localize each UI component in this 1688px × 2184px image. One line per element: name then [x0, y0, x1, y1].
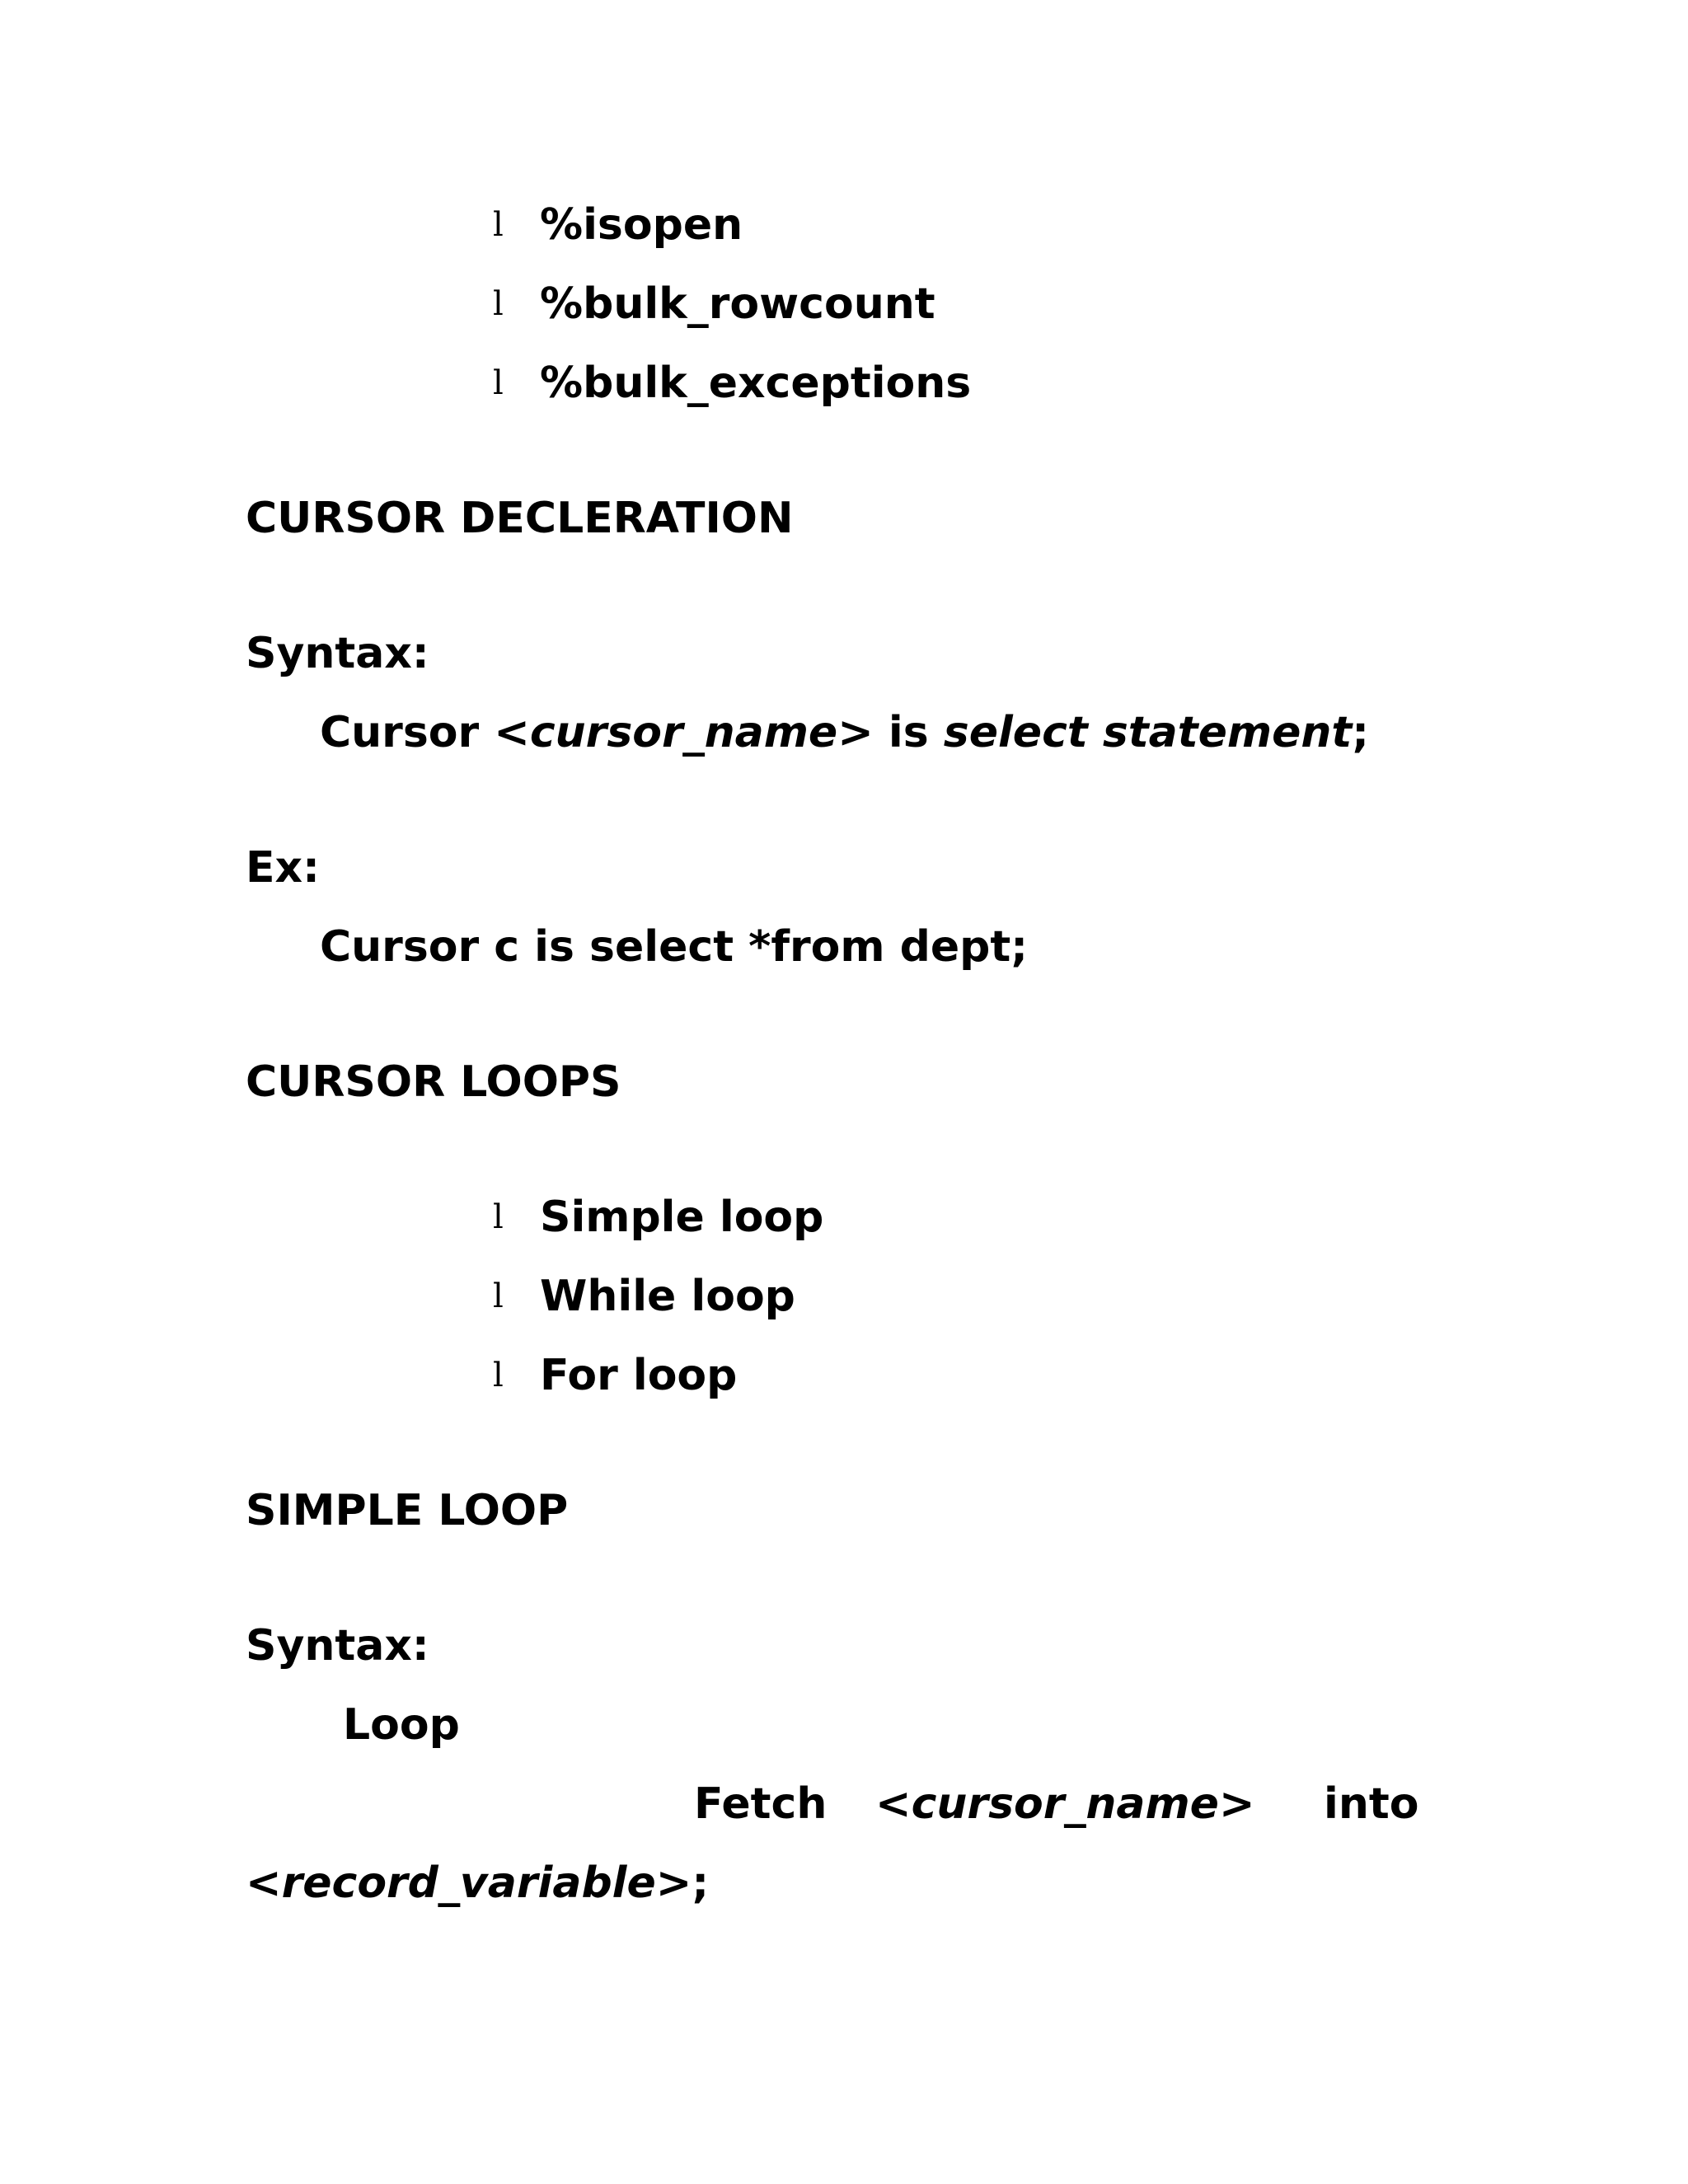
- loop-item-simple: Simple loop: [540, 1193, 824, 1242]
- example-label: Ex:: [246, 843, 320, 893]
- syntax-keyword: Cursor: [320, 708, 495, 757]
- loop-item-for: For loop: [540, 1351, 738, 1400]
- fetch-record-placeholder: [246, 1854, 709, 1912]
- fetch-cursor-placeholder: [875, 1775, 1255, 1833]
- example-code: Cursor c is select *from dept;: [320, 922, 1028, 972]
- attribute-item-isopen: %isopen: [540, 200, 743, 250]
- attribute-item-bulk-rowcount: %bulk_rowcount: [540, 279, 935, 329]
- fetch-cursor-name: cursor_name: [911, 1779, 1219, 1829]
- syntax-end: ;: [1352, 708, 1370, 757]
- loop-item-while: While loop: [540, 1272, 795, 1321]
- fetch-keyword: Fetch: [694, 1779, 828, 1829]
- bullet-icon: l: [493, 285, 504, 323]
- record-gt: >: [655, 1858, 692, 1908]
- syntax-label: Syntax:: [246, 1621, 429, 1671]
- fetch-gt: >: [1218, 1779, 1255, 1829]
- cursor-syntax-line: [320, 704, 1369, 762]
- fetch-into: into: [1324, 1779, 1419, 1829]
- syntax-cursor-name: cursor_name: [529, 708, 838, 757]
- section-heading-cursor-loops: CURSOR LOOPS: [246, 1057, 621, 1107]
- section-heading-simple-loop: SIMPLE LOOP: [246, 1486, 569, 1535]
- bullet-icon: l: [493, 1277, 504, 1315]
- record-variable: record_variable: [281, 1858, 656, 1908]
- fetch-lt: <: [875, 1779, 912, 1829]
- bullet-icon: l: [493, 364, 504, 402]
- syntax-label: Syntax:: [246, 629, 429, 678]
- syntax-is: is: [873, 708, 944, 757]
- loop-keyword: Loop: [343, 1700, 460, 1750]
- bullet-icon: l: [493, 1357, 504, 1394]
- record-lt: <: [246, 1858, 282, 1908]
- syntax-lt: <: [494, 708, 530, 757]
- syntax-gt: >: [837, 708, 874, 757]
- attribute-item-bulk-exceptions: %bulk_exceptions: [540, 359, 972, 408]
- bullet-icon: l: [493, 1198, 504, 1236]
- section-heading-cursor-declaration: CURSOR DECLERATION: [246, 494, 794, 543]
- bullet-icon: l: [493, 206, 504, 244]
- record-end: ;: [692, 1858, 710, 1908]
- syntax-select-statement: select statement: [943, 708, 1353, 757]
